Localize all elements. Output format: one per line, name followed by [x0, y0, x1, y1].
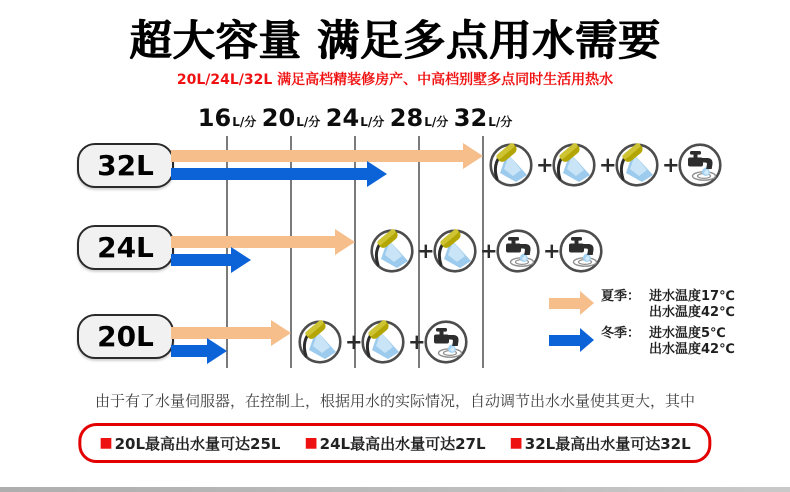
tick-unit: L/分 [232, 115, 257, 129]
legend-outlet-temp: 出水温度42℃ [649, 342, 735, 357]
plus-separator: + [480, 239, 498, 263]
plus-separator: + [417, 239, 435, 263]
winter-arrow-body [549, 335, 580, 346]
faucet-icon [558, 228, 604, 274]
shower-icon [369, 228, 415, 274]
axis-tick [198, 104, 256, 132]
usage-icons [297, 319, 469, 365]
bottom-divider [0, 487, 790, 492]
plus-separator: + [408, 330, 426, 354]
shower-icon [432, 228, 478, 274]
usage-icons [488, 142, 723, 188]
highlight-text: 32L最高出水量可达32L [524, 434, 691, 453]
winter-arrow-icon [549, 328, 594, 352]
highlight-text: 24L最高出水量可达27L [319, 434, 486, 453]
faucet-icon [677, 142, 723, 188]
winter-arrow-head [231, 247, 251, 273]
highlight-item [304, 433, 485, 454]
summer-arrow-head [463, 143, 483, 169]
legend-temps [649, 326, 735, 358]
legend-temps [649, 289, 735, 321]
legend-season-label: 冬季： [601, 326, 641, 341]
red-square-bullet: ■ [99, 435, 113, 451]
chart-legend [549, 289, 735, 358]
shower-icon [360, 319, 406, 365]
summer-arrow-body [549, 298, 580, 309]
tick-value: 16 [197, 104, 232, 132]
axis-tick [326, 104, 384, 132]
winter-arrow-body [171, 254, 231, 266]
page-subtitle: 20L/24L/32L 满足高档精装修房产、中高档别墅多点同时生活用热水 [176, 72, 614, 88]
winter-arrow-head [580, 328, 594, 352]
summer-arrow-icon [549, 291, 594, 315]
tick-value: 24 [325, 104, 360, 132]
shower-icon [614, 142, 660, 188]
red-square-bullet: ■ [304, 435, 318, 451]
summer-arrow-body [171, 150, 463, 162]
legend-entry-summer [549, 289, 735, 321]
tick-value: 20 [261, 104, 296, 132]
capacity-label: 24L [77, 225, 174, 270]
legend-entry-winter [549, 326, 735, 358]
tick-value: 32 [453, 104, 488, 132]
summer-arrow-body [171, 236, 335, 248]
highlight-box [78, 423, 711, 463]
capacity-label: 20L [77, 314, 174, 359]
plus-separator: + [543, 239, 561, 263]
highlight-item [99, 433, 280, 454]
axis-tick [454, 104, 512, 132]
faucet-icon [423, 319, 469, 365]
winter-arrow-body [171, 345, 207, 357]
red-square-bullet: ■ [509, 435, 523, 451]
usage-icons [369, 228, 604, 274]
winter-arrow-head [207, 338, 227, 364]
plus-separator: + [662, 153, 680, 177]
winter-arrow-head [367, 161, 387, 187]
capacity-label: 32L [77, 143, 174, 188]
summer-arrow-head [335, 229, 355, 255]
highlight-text: 20L最高出水量可达25L [114, 434, 281, 453]
winter-arrow-body [171, 168, 367, 180]
plus-separator: + [599, 153, 617, 177]
faucet-icon [495, 228, 541, 274]
axis-tick [262, 104, 320, 132]
shower-icon [488, 142, 534, 188]
tick-unit: L/分 [296, 115, 321, 129]
axis-tick [390, 104, 448, 132]
shower-icon [551, 142, 597, 188]
plus-separator: + [345, 330, 363, 354]
summer-arrow-head [580, 291, 594, 315]
legend-season-label: 夏季： [601, 289, 641, 304]
legend-outlet-temp: 出水温度42℃ [649, 305, 735, 320]
tick-unit: L/分 [360, 115, 385, 129]
legend-inlet-temp: 进水温度5℃ [649, 326, 726, 341]
legend-inlet-temp: 进水温度17℃ [649, 289, 735, 304]
highlight-item [510, 433, 691, 454]
plus-separator: + [536, 153, 554, 177]
summer-arrow-head [271, 320, 291, 346]
page-title: 超大容量 满足多点用水需要 [129, 16, 661, 65]
shower-icon [297, 319, 343, 365]
tick-unit: L/分 [424, 115, 449, 129]
footnote-text: 由于有了水量伺服器，在控制上，根据用水的实际情况，自动调节出水水量使其更大，其中 [94, 392, 695, 410]
tick-unit: L/分 [488, 115, 513, 129]
tick-value: 28 [389, 104, 424, 132]
